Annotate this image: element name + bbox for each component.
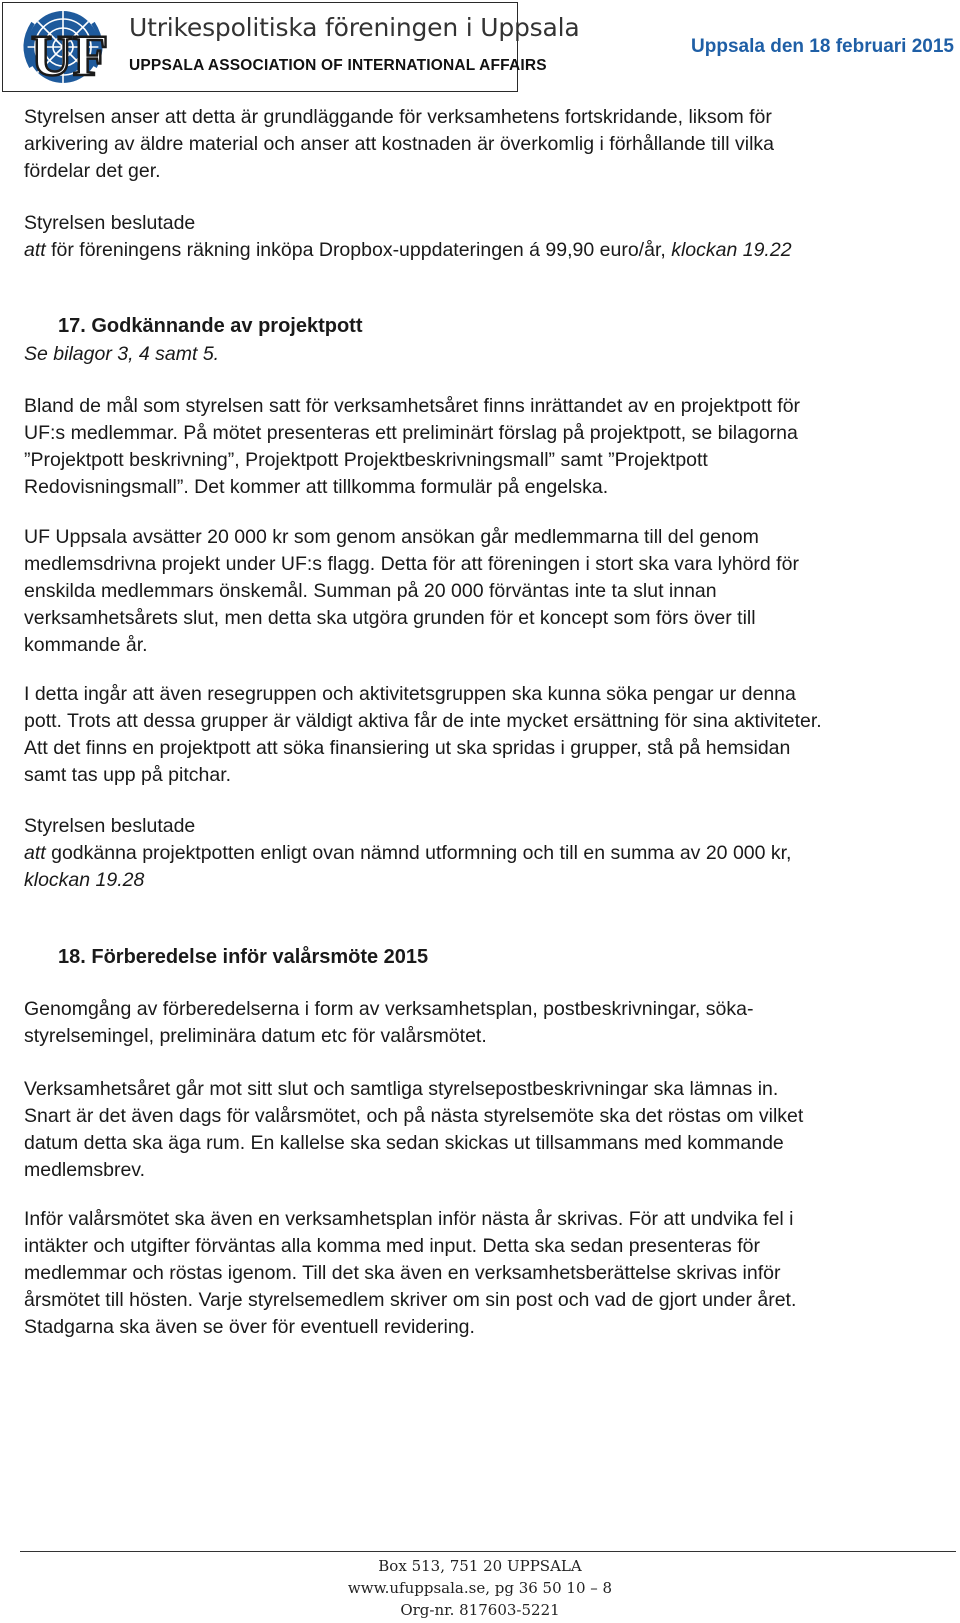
text-line: samt tas upp på pitchar. [24, 764, 232, 786]
text-line: pott. Trots att dessa grupper är väldigt aktiva får de inte mycket ersättning för sina aktiviteter. [24, 710, 822, 732]
text-line: Redovisningsmall”. Det kommer att tillkomma formulär på engelska. [24, 476, 609, 498]
attachments-ref: Se bilagor 3, 4 samt 5. [24, 343, 220, 365]
text-line: Styrelsen anser att detta är grundläggande för verksamhetens fortskridande, liksom för [24, 106, 772, 128]
text-line: medlemsdrivna projekt under UF:s flagg. Detta för att föreningen i stort ska vara lyhörd för [24, 553, 799, 575]
footer-divider [20, 1551, 956, 1552]
decision-body: för föreningens räkning inköpa Dropbox-uppdateringen á 99,90 euro/år, [45, 239, 672, 261]
text-line: årsmötet till hösten. Varje styrelsemedlem skriver om sin post och vad de gjort under året. [24, 1289, 797, 1311]
text-line: Genomgång av förberedelserna i form av verksamhetsplan, postbeskrivningar, söka- [24, 998, 754, 1020]
section-18-title: 18. Förberedelse inför valårsmöte 2015 [58, 946, 429, 968]
decision-heading: Styrelsen beslutade [24, 212, 196, 234]
paragraph-groups [24, 681, 944, 789]
att-word: att [24, 842, 46, 864]
decision-dropbox [24, 210, 944, 264]
org-name-swedish: Utrikespolitiska föreningen i Uppsala [129, 13, 580, 42]
att-word: att [24, 239, 46, 261]
text-line: ”Projektpott beskrivning”, Projektpott Projektbeskrivningsmall” samt ”Projektpott [24, 449, 708, 471]
paragraph-dropbox-rationale [24, 104, 944, 185]
paragraph-projektpott-intro [24, 393, 944, 501]
footer-org-number: Org-nr. 817603-5221 [400, 1601, 560, 1619]
text-line: Att det finns en projektpott att söka finansiering ut ska spridas i grupper, stå på hemsidan [24, 737, 791, 759]
logo-lettering: UF [31, 23, 109, 88]
org-name-english: UPPSALA ASSOCIATION OF INTERNATIONAL AFFAIRS [129, 57, 547, 74]
decision-text [24, 237, 944, 264]
text-line: kommande år. [24, 634, 148, 656]
decision-projektpott [24, 813, 944, 894]
decision-text [24, 867, 944, 894]
text-line: Verksamhetsåret går mot sitt slut och samtliga styrelsepostbeskrivningar ska lämnas in. [24, 1078, 779, 1100]
text-line: arkivering av äldre material och anser att kostnaden är överkomlig i förhållande till vilka [24, 133, 775, 155]
decision-time: klockan 19.22 [671, 239, 792, 261]
section-17-title: 17. Godkännande av projektpott [58, 315, 363, 337]
text-line: styrelsemingel, preliminära datum etc för valårsmötet. [24, 1025, 487, 1047]
paragraph-preparations [24, 996, 944, 1050]
paragraph-verksamhetsplan [24, 1206, 944, 1341]
text-line: Inför valårsmötet ska även en verksamhetsplan inför nästa år skrivas. För att undvika fel i [24, 1208, 794, 1230]
text-line: datum detta ska äga rum. En kallelse ska sedan skickas ut tillsammans med kommande [24, 1132, 784, 1154]
text-line: verksamhetsårets slut, men detta ska utgöra grunden för et koncept som förs över till [24, 607, 756, 629]
footer-address: Box 513, 751 20 UPPSALA [378, 1557, 582, 1575]
org-logo [2, 2, 580, 92]
text-line: intäkter och utgifter förväntas alla komma med input. Detta ska sedan presenteras för [24, 1235, 760, 1257]
decision-text [24, 840, 944, 867]
un-emblem-icon [11, 5, 121, 89]
paragraph-projektpott-amount [24, 524, 944, 659]
footer-website: www.ufuppsala.se, pg 36 50 10 – 8 [347, 1579, 613, 1597]
text-line: Stadgarna ska även se över för eventuell revidering. [24, 1316, 475, 1338]
text-line: I detta ingår att även resegruppen och aktivitetsgruppen ska kunna söka pengar ur denna [24, 683, 796, 705]
decision-time: klockan 19.28 [24, 869, 145, 891]
text-line: UF Uppsala avsätter 20 000 kr som genom ansökan går medlemmarna till del genom [24, 526, 759, 548]
text-line: Bland de mål som styrelsen satt för verksamhetsåret finns inrättandet av en projektpott för [24, 395, 801, 417]
decision-body: godkänna projektpotten enligt ovan nämnd utformning och till en summa av 20 000 kr, [45, 842, 792, 864]
text-line: medlemsbrev. [24, 1159, 146, 1181]
section-17-attachments [24, 341, 944, 368]
text-line: UF:s medlemmar. På mötet presenteras ett preliminärt förslag på projektpott, se bilagorna [24, 422, 798, 444]
text-line: fördelar det ger. [24, 160, 161, 182]
paragraph-year-end [24, 1076, 944, 1184]
document-date: Uppsala den 18 februari 2015 [691, 36, 954, 57]
text-line: Snart är det även dags för valårsmötet, och på nästa styrelsemöte ska det röstas om vilket [24, 1105, 804, 1127]
text-line: medlemmar och röstas igenom. Till det ska även en verksamhetsberättelse skrivas inför [24, 1262, 781, 1284]
text-line: enskilda medlemmars önskemål. Summan på 20 000 förväntas inte ta slut innan [24, 580, 717, 602]
decision-heading: Styrelsen beslutade [24, 815, 196, 837]
